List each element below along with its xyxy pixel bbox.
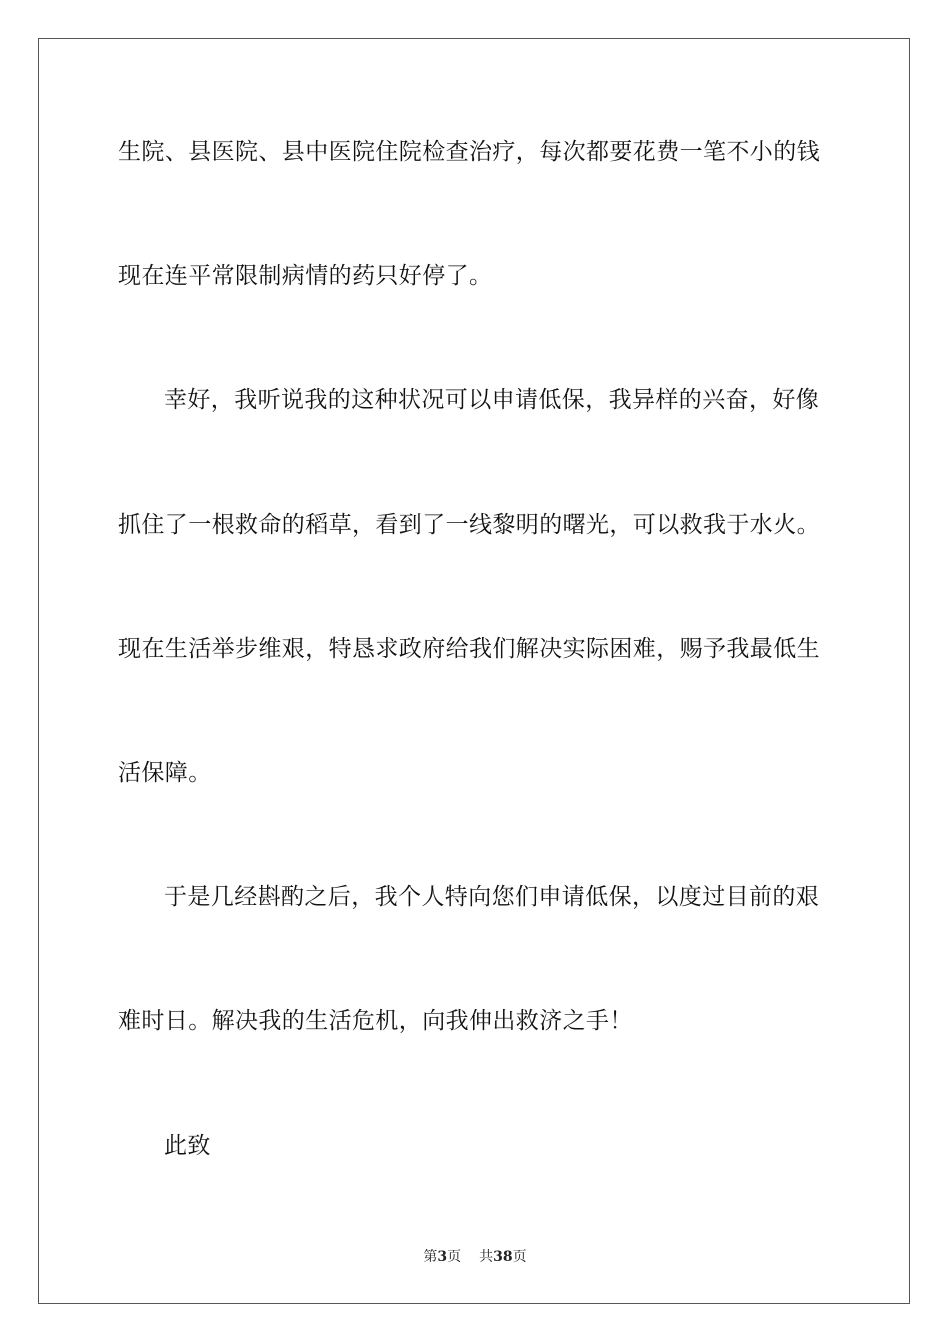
footer-total-prefix: 共 bbox=[479, 1249, 494, 1265]
closing-salutation: 此致 bbox=[164, 1133, 211, 1159]
footer-page-prefix: 第 bbox=[423, 1249, 438, 1265]
body-line-5: 现在生活举步维艰，特恳求政府给我们解决实际困难，赐予我最低生 bbox=[118, 636, 820, 662]
footer-page-suffix: 页 bbox=[447, 1249, 462, 1265]
footer-total-pages: 38 bbox=[493, 1249, 513, 1265]
body-line-1: 生院、县医院、县中医院住院检查治疗，每次都要花费一笔不小的钱 bbox=[118, 139, 820, 165]
body-line-8: 难时日。解决我的生活危机，向我伸出救济之手！ bbox=[118, 1008, 633, 1034]
footer-page-number: 3 bbox=[437, 1249, 448, 1265]
footer-total-suffix: 页 bbox=[512, 1249, 527, 1265]
page-footer bbox=[0, 1248, 950, 1266]
body-line-3: 幸好，我听说我的这种状况可以申请低保，我异样的兴奋，好像 bbox=[164, 387, 820, 413]
body-line-2: 现在连平常限制病情的药只好停了。 bbox=[118, 263, 493, 289]
body-line-7: 于是几经斟酌之后，我个人特向您们申请低保，以度过目前的艰 bbox=[164, 884, 820, 910]
body-line-4: 抓住了一根救命的稻草，看到了一线黎明的曙光，可以救我于水火。 bbox=[118, 512, 820, 538]
body-line-6: 活保障。 bbox=[118, 760, 212, 786]
page-frame bbox=[38, 38, 910, 1304]
